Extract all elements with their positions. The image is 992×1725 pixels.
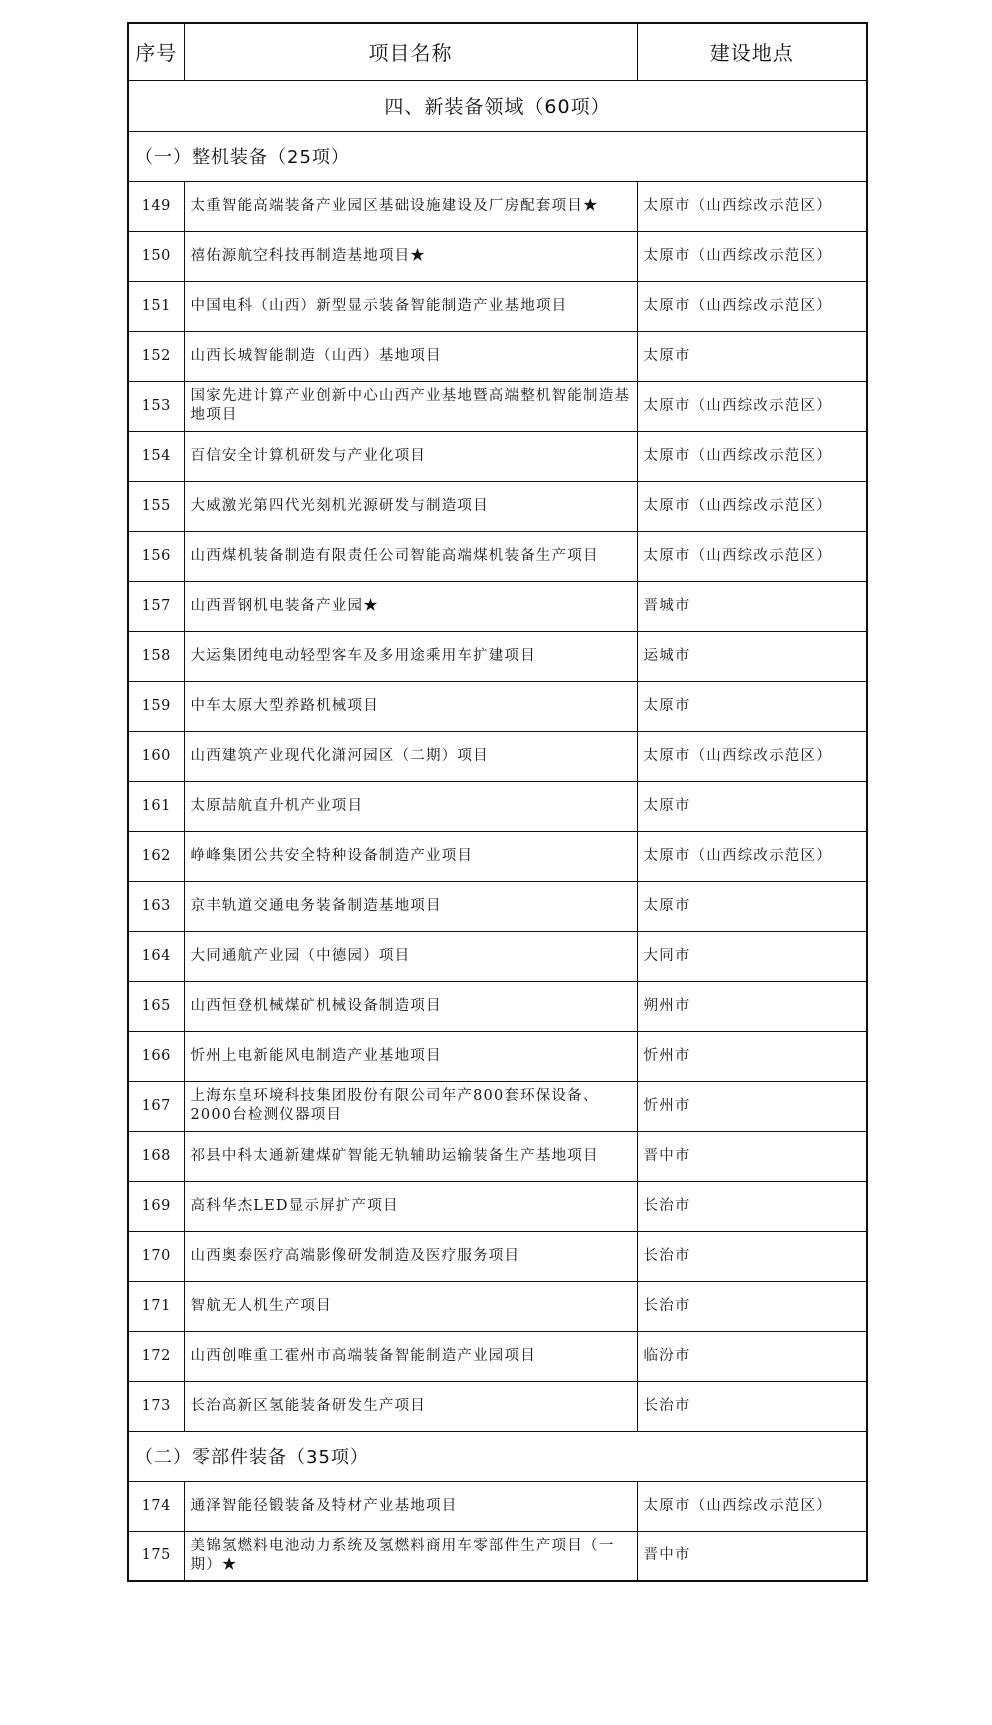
row-project-name: 大运集团纯电动轻型客车及多用途乘用车扩建项目 <box>184 631 637 681</box>
table-row <box>128 831 867 881</box>
table-header-row <box>128 23 867 80</box>
table-row <box>128 681 867 731</box>
row-number: 160 <box>128 731 184 781</box>
row-location: 长治市 <box>637 1381 867 1431</box>
table-row <box>128 1081 867 1131</box>
row-number: 149 <box>128 181 184 231</box>
row-location: 太原市（山西综改示范区） <box>637 531 867 581</box>
row-project-name: 山西晋钢机电装备产业园★ <box>184 581 637 631</box>
subsection-row <box>128 1431 867 1481</box>
table-row <box>128 1181 867 1231</box>
table-row <box>128 781 867 831</box>
table-row <box>128 1331 867 1381</box>
table-row <box>128 931 867 981</box>
row-location: 长治市 <box>637 1281 867 1331</box>
row-location: 晋中市 <box>637 1531 867 1581</box>
row-number: 158 <box>128 631 184 681</box>
row-number: 175 <box>128 1531 184 1581</box>
row-location: 太原市（山西综改示范区） <box>637 231 867 281</box>
row-number: 168 <box>128 1131 184 1181</box>
row-location: 临汾市 <box>637 1331 867 1381</box>
table-row <box>128 181 867 231</box>
row-location: 太原市（山西综改示范区） <box>637 381 867 431</box>
row-location: 太原市（山西综改示范区） <box>637 1481 867 1531</box>
row-project-name: 中车太原大型养路机械项目 <box>184 681 637 731</box>
row-location: 大同市 <box>637 931 867 981</box>
row-location: 太原市 <box>637 781 867 831</box>
table-row <box>128 731 867 781</box>
row-location: 太原市 <box>637 881 867 931</box>
row-project-name: 大同通航产业园（中德园）项目 <box>184 931 637 981</box>
table-row <box>128 581 867 631</box>
table-row <box>128 1131 867 1181</box>
row-number: 156 <box>128 531 184 581</box>
section-title: 四、新装备领域（60项） <box>128 80 867 131</box>
row-number: 151 <box>128 281 184 331</box>
row-number: 154 <box>128 431 184 481</box>
table-row <box>128 331 867 381</box>
subsection-row <box>128 131 867 181</box>
row-number: 153 <box>128 381 184 431</box>
row-location: 晋城市 <box>637 581 867 631</box>
row-project-name: 太原喆航直升机产业项目 <box>184 781 637 831</box>
row-location: 太原市（山西综改示范区） <box>637 181 867 231</box>
header-location: 建设地点 <box>637 23 867 80</box>
table-row <box>128 981 867 1031</box>
row-number: 170 <box>128 1231 184 1281</box>
table-row <box>128 631 867 681</box>
header-number: 序号 <box>128 23 184 80</box>
row-number: 172 <box>128 1331 184 1381</box>
row-number: 157 <box>128 581 184 631</box>
row-location: 运城市 <box>637 631 867 681</box>
row-project-name: 长治高新区氢能装备研发生产项目 <box>184 1381 637 1431</box>
row-project-name: 山西创唯重工霍州市高端装备智能制造产业园项目 <box>184 1331 637 1381</box>
row-number: 150 <box>128 231 184 281</box>
row-number: 163 <box>128 881 184 931</box>
row-project-name: 上海东皇环境科技集团股份有限公司年产800套环保设备、2000台检测仪器项目 <box>184 1081 637 1131</box>
header-project-name: 项目名称 <box>184 23 637 80</box>
row-project-name: 峥峰集团公共安全特种设备制造产业项目 <box>184 831 637 881</box>
projects-table <box>127 22 868 1582</box>
row-location: 太原市（山西综改示范区） <box>637 831 867 881</box>
row-project-name: 祁县中科太通新建煤矿智能无轨辅助运输装备生产基地项目 <box>184 1131 637 1181</box>
row-project-name: 大威激光第四代光刻机光源研发与制造项目 <box>184 481 637 531</box>
subsection-title: （二）零部件装备（35项） <box>128 1431 867 1481</box>
table-row <box>128 281 867 331</box>
table-row <box>128 1031 867 1081</box>
table-row <box>128 381 867 431</box>
table-row <box>128 881 867 931</box>
row-number: 159 <box>128 681 184 731</box>
row-project-name: 山西建筑产业现代化潇河园区（二期）项目 <box>184 731 637 781</box>
row-location: 晋中市 <box>637 1131 867 1181</box>
row-project-name: 智航无人机生产项目 <box>184 1281 637 1331</box>
row-number: 174 <box>128 1481 184 1531</box>
row-project-name: 山西煤机装备制造有限责任公司智能高端煤机装备生产项目 <box>184 531 637 581</box>
table-row <box>128 481 867 531</box>
row-number: 167 <box>128 1081 184 1131</box>
row-project-name: 山西恒登机械煤矿机械设备制造项目 <box>184 981 637 1031</box>
row-location: 长治市 <box>637 1231 867 1281</box>
row-number: 152 <box>128 331 184 381</box>
row-project-name: 国家先进计算产业创新中心山西产业基地暨高端整机智能制造基地项目 <box>184 381 637 431</box>
row-number: 169 <box>128 1181 184 1231</box>
row-location: 长治市 <box>637 1181 867 1231</box>
row-project-name: 京丰轨道交通电务装备制造基地项目 <box>184 881 637 931</box>
row-location: 太原市（山西综改示范区） <box>637 481 867 531</box>
row-number: 166 <box>128 1031 184 1081</box>
row-number: 164 <box>128 931 184 981</box>
row-location: 太原市 <box>637 681 867 731</box>
row-location: 忻州市 <box>637 1081 867 1131</box>
section-row <box>128 80 867 131</box>
row-number: 161 <box>128 781 184 831</box>
row-location: 太原市（山西综改示范区） <box>637 281 867 331</box>
row-project-name: 百信安全计算机研发与产业化项目 <box>184 431 637 481</box>
row-location: 朔州市 <box>637 981 867 1031</box>
row-location: 太原市（山西综改示范区） <box>637 431 867 481</box>
row-project-name: 美锦氢燃料电池动力系统及氢燃料商用车零部件生产项目（一期）★ <box>184 1531 637 1581</box>
row-project-name: 山西长城智能制造（山西）基地项目 <box>184 331 637 381</box>
row-project-name: 高科华杰LED显示屏扩产项目 <box>184 1181 637 1231</box>
row-project-name: 忻州上电新能风电制造产业基地项目 <box>184 1031 637 1081</box>
table-body <box>128 80 867 1581</box>
row-project-name: 禧佑源航空科技再制造基地项目★ <box>184 231 637 281</box>
table-row <box>128 1281 867 1331</box>
row-location: 忻州市 <box>637 1031 867 1081</box>
table-row <box>128 1481 867 1531</box>
row-project-name: 山西奥泰医疗高端影像研发制造及医疗服务项目 <box>184 1231 637 1281</box>
table-row <box>128 1231 867 1281</box>
row-number: 171 <box>128 1281 184 1331</box>
table-row <box>128 431 867 481</box>
row-number: 173 <box>128 1381 184 1431</box>
table-row <box>128 531 867 581</box>
table-row <box>128 231 867 281</box>
row-number: 162 <box>128 831 184 881</box>
subsection-title: （一）整机装备（25项） <box>128 131 867 181</box>
row-number: 165 <box>128 981 184 1031</box>
row-project-name: 通泽智能径锻装备及特材产业基地项目 <box>184 1481 637 1531</box>
row-project-name: 太重智能高端装备产业园区基础设施建设及厂房配套项目★ <box>184 181 637 231</box>
table-row <box>128 1381 867 1431</box>
row-location: 太原市（山西综改示范区） <box>637 731 867 781</box>
row-project-name: 中国电科（山西）新型显示装备智能制造产业基地项目 <box>184 281 637 331</box>
row-location: 太原市 <box>637 331 867 381</box>
row-number: 155 <box>128 481 184 531</box>
table-row <box>128 1531 867 1581</box>
